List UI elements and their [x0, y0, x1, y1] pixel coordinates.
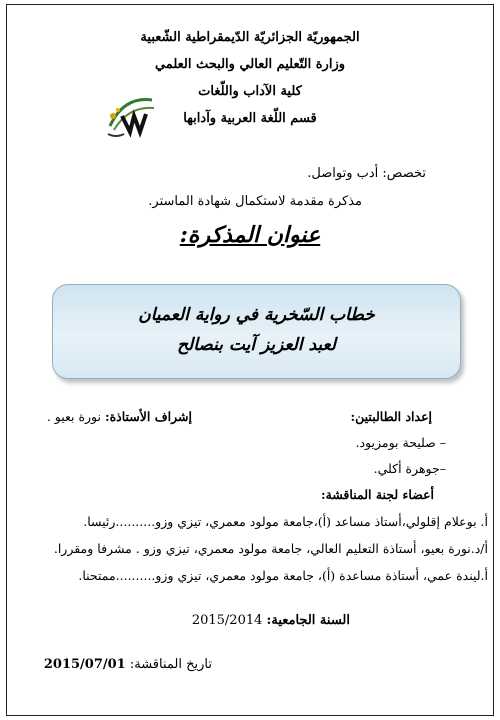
defense-date-value: 2015/07/01	[43, 657, 126, 672]
committee-member: أ. بوعلام إقلولي،أستاذ مساعد (أ)،جامعة مولود معمري، تيزي وزو..........رئيسا.	[83, 514, 488, 529]
committee-member: أ.ليندة عمي، أستاذة مساعدة (أ)، جامعة مولود معمري، تيزي وزو..........ممتحنا.	[78, 568, 488, 583]
faculty-line: كلية الآداب واللّغات	[198, 84, 302, 99]
academic-year-value: 2015/2014	[191, 613, 263, 628]
student-item: –جوهرة أكلي.	[373, 461, 446, 476]
supervisor-block	[47, 409, 192, 424]
supervisor-label: إشراف الأستاذة:	[104, 409, 192, 424]
thesis-title-line-2: لعبد العزيز آيت بنصالح	[177, 335, 336, 355]
academic-year-label: السنة الجامعية:	[266, 613, 350, 628]
academic-year	[192, 613, 350, 628]
university-logo-icon	[104, 86, 160, 142]
students-label: إعداد الطالبتين:	[350, 409, 432, 424]
thesis-title-box	[52, 284, 461, 379]
committee-member: أ/د.نورة بعيو، أستاذة التعليم العالي، جامعة مولود معمري، تيزي وزو . مشرفا ومقررا.	[53, 541, 488, 556]
republic-line: الجمهوريّة الجزائريّة الدّيمقراطية الشّعبية	[140, 30, 360, 45]
defense-date	[44, 657, 212, 672]
department-line: قسم اللّغة العربية وآدابها	[183, 111, 317, 126]
ministry-line: وزارة التّعليم العالي والبحث العلمي	[154, 57, 346, 72]
defense-date-label: تاريخ المناقشة:	[129, 657, 212, 672]
memo-note: مذكرة مقدمة لاستكمال شهادة الماستر.	[148, 194, 362, 209]
specialty-line: تخصص: أدب وتواصل.	[307, 166, 426, 181]
memo-title-heading: عنوان المذكرة:	[179, 222, 321, 248]
thesis-title-line-1: خطاب السّخرية في رواية العميان	[138, 305, 375, 325]
student-item: – صليحة بومزيود.	[355, 435, 446, 450]
committee-label: أعضاء لجنة المناقشة:	[320, 487, 434, 502]
supervisor-name: نورة بعيو .	[46, 409, 101, 424]
